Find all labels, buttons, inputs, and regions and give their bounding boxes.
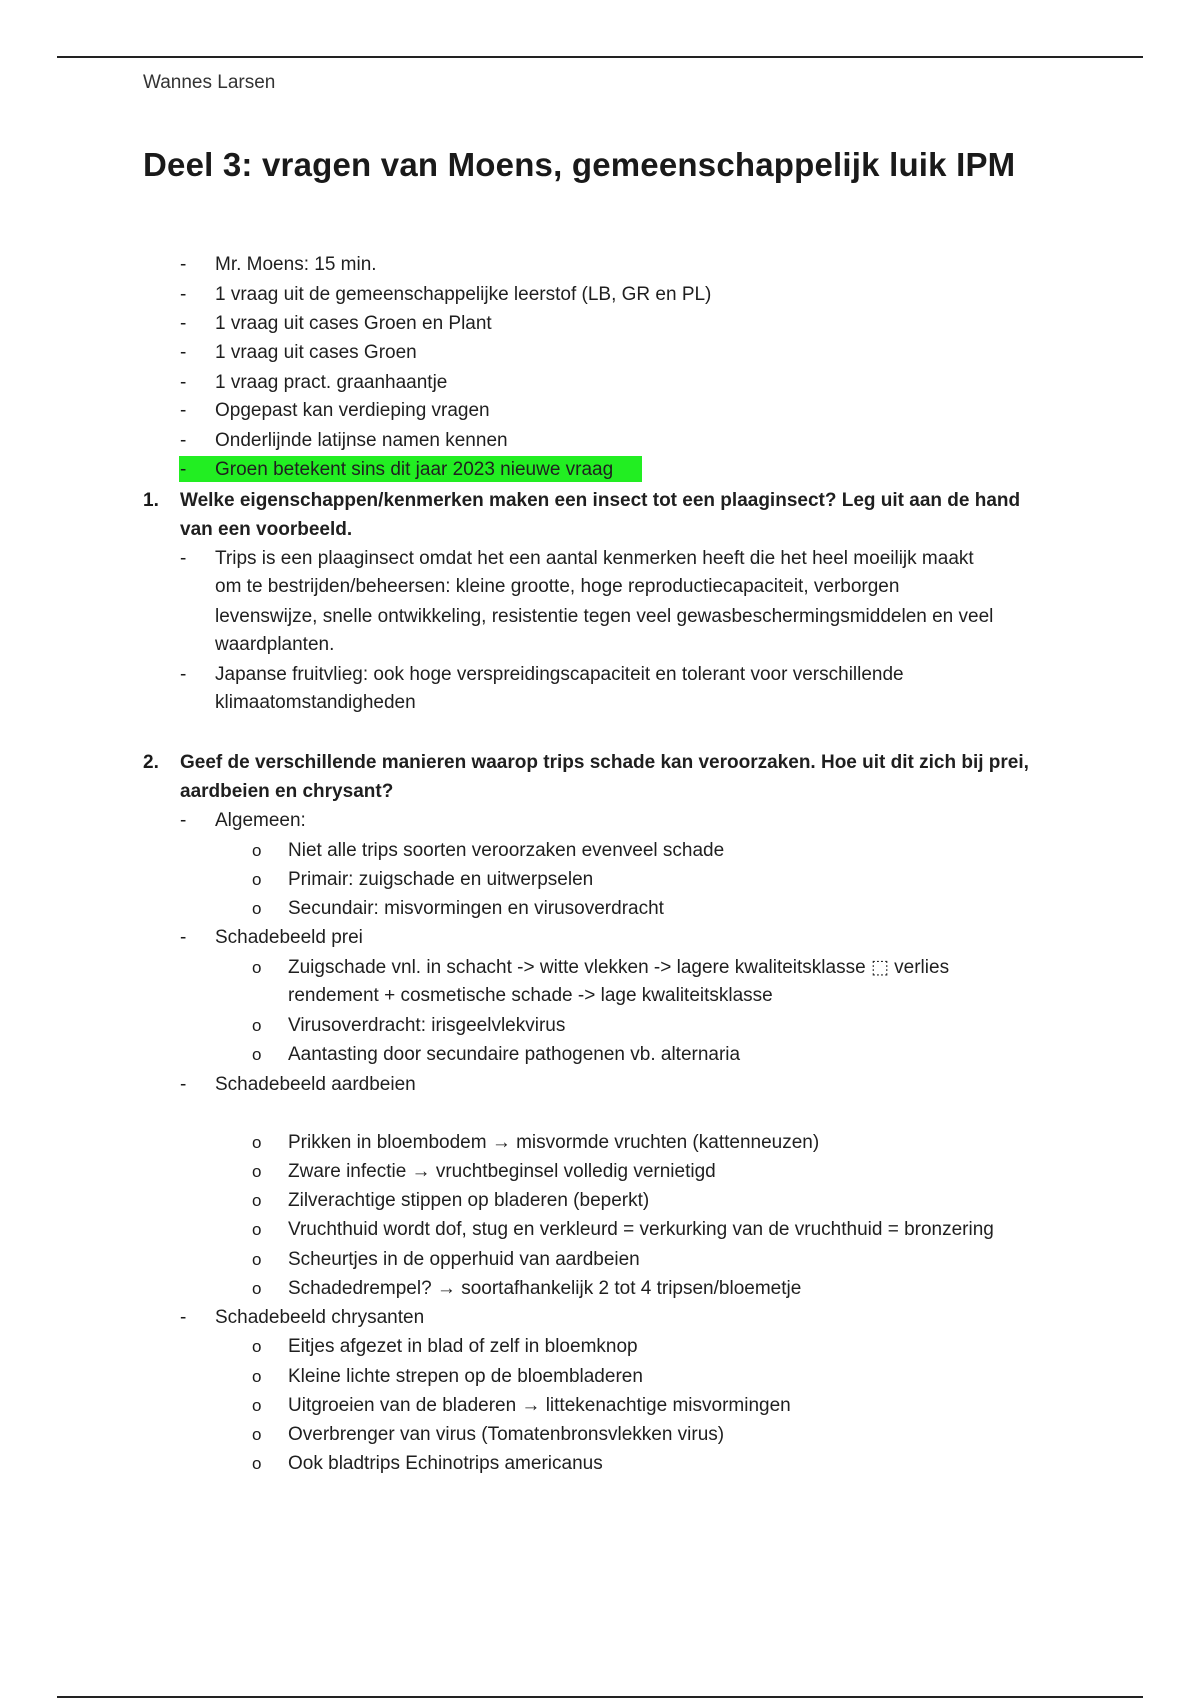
circle-bullet-icon: o <box>252 1220 262 1239</box>
circle-bullet-icon: o <box>252 1396 262 1415</box>
intro-item: 1 vraag pract. graanhaantje <box>215 372 448 393</box>
circle-bullet-icon: o <box>252 899 262 918</box>
sub-item: Overbrenger van virus (Tomatenbronsvlekken virus) <box>288 1424 725 1445</box>
circle-bullet-icon: o <box>252 1425 262 1444</box>
question-number: 2. <box>143 752 159 773</box>
list-dash: - <box>180 400 187 421</box>
circle-bullet-icon: o <box>252 1016 262 1035</box>
list-dash: - <box>180 313 187 334</box>
sub-item: Zware infectie → vruchtbeginsel volledig vernietigd <box>288 1161 716 1182</box>
sub-item-continuation: rendement + cosmetische schade -> lage kwaliteitsklasse <box>288 985 773 1006</box>
section-heading: Algemeen: <box>215 810 306 831</box>
header-rule <box>57 56 1143 58</box>
author-name: Wannes Larsen <box>143 72 276 93</box>
answer-line: om te bestrijden/beheersen: kleine grootte, hoge reproductiecapaciteit, verborgen <box>215 576 900 597</box>
sub-item: Prikken in bloembodem → misvormde vruchten (kattenneuzen) <box>288 1132 820 1153</box>
sub-item: Zuigschade vnl. in schacht -> witte vlekken -> lagere kwaliteitsklasse ⬚ verlies <box>288 957 950 978</box>
sub-item: Vruchthuid wordt dof, stug en verkleurd = verkurking van de vruchthuid = bronzering <box>288 1219 994 1240</box>
sub-item: Eitjes afgezet in blad of zelf in bloemknop <box>288 1336 638 1357</box>
list-dash: - <box>180 284 187 305</box>
intro-item: Onderlijnde latijnse namen kennen <box>215 430 508 451</box>
sub-item: Secundair: misvormingen en virusoverdracht <box>288 898 664 919</box>
list-dash: - <box>180 1074 187 1095</box>
sub-item: Schadedrempel? → soortafhankelijk 2 tot 4 tripsen/bloemetje <box>288 1278 802 1299</box>
circle-bullet-icon: o <box>252 1454 262 1473</box>
answer-line: levenswijze, snelle ontwikkeling, resistentie tegen veel gewasbeschermingsmiddelen en veel <box>215 606 994 627</box>
list-dash: - <box>180 459 187 480</box>
question-2-text: Geef de verschillende manieren waarop trips schade kan veroorzaken. Hoe uit dit zich bij prei, <box>180 752 1029 773</box>
intro-item: 1 vraag uit cases Groen <box>215 342 417 363</box>
answer-line: Japanse fruitvlieg: ook hoge verspreidingscapaciteit en tolerant voor verschillende <box>215 664 904 685</box>
question-2-text: aardbeien en chrysant? <box>180 781 394 802</box>
list-dash: - <box>180 810 187 831</box>
circle-bullet-icon: o <box>252 1337 262 1356</box>
list-dash: - <box>180 430 187 451</box>
intro-item: Mr. Moens: 15 min. <box>215 254 377 275</box>
sub-item: Zilverachtige stippen op bladeren (beperkt) <box>288 1190 650 1211</box>
intro-item: Opgepast kan verdieping vragen <box>215 400 490 421</box>
sub-item: Ook bladtrips Echinotrips americanus <box>288 1453 603 1474</box>
list-dash: - <box>180 548 187 569</box>
circle-bullet-icon: o <box>252 1250 262 1269</box>
sub-item: Scheurtjes in de opperhuid van aardbeien <box>288 1249 640 1270</box>
section-heading: Schadebeeld prei <box>215 927 363 948</box>
circle-bullet-icon: o <box>252 1045 262 1064</box>
answer-line: klimaatomstandigheden <box>215 692 416 713</box>
list-dash: - <box>180 927 187 948</box>
footer-rule <box>57 1696 1143 1698</box>
section-heading: Schadebeeld aardbeien <box>215 1074 416 1095</box>
list-dash: - <box>180 1307 187 1328</box>
sub-item: Kleine lichte strepen op de bloembladeren <box>288 1366 643 1387</box>
list-dash: - <box>180 254 187 275</box>
question-1-text: van een voorbeeld. <box>180 519 353 540</box>
intro-item-highlighted: Groen betekent sins dit jaar 2023 nieuwe vraag <box>215 459 614 480</box>
sub-item: Primair: zuigschade en uitwerpselen <box>288 869 594 890</box>
circle-bullet-icon: o <box>252 1133 262 1152</box>
circle-bullet-icon: o <box>252 841 262 860</box>
circle-bullet-icon: o <box>252 1367 262 1386</box>
sub-item: Uitgroeien van de bladeren → littekenachtige misvormingen <box>288 1395 791 1416</box>
sub-item: Niet alle trips soorten veroorzaken evenveel schade <box>288 840 725 861</box>
circle-bullet-icon: o <box>252 958 262 977</box>
circle-bullet-icon: o <box>252 1279 262 1298</box>
question-number: 1. <box>143 490 159 511</box>
intro-item: 1 vraag uit de gemeenschappelijke leerstof (LB, GR en PL) <box>215 284 712 305</box>
sub-item: Aantasting door secundaire pathogenen vb. alternaria <box>288 1044 741 1065</box>
answer-line: waardplanten. <box>215 634 335 655</box>
circle-bullet-icon: o <box>252 1191 262 1210</box>
section-heading: Schadebeeld chrysanten <box>215 1307 425 1328</box>
sub-item: Virusoverdracht: irisgeelvlekvirus <box>288 1015 566 1036</box>
page-title: Deel 3: vragen van Moens, gemeenschappelijk luik IPM <box>143 146 1016 183</box>
answer-line: Trips is een plaaginsect omdat het een aantal kenmerken heeft die het heel moeilijk maakt <box>215 548 974 569</box>
intro-item: 1 vraag uit cases Groen en Plant <box>215 313 492 334</box>
list-dash: - <box>180 372 187 393</box>
circle-bullet-icon: o <box>252 870 262 889</box>
list-dash: - <box>180 664 187 685</box>
question-1-text: Welke eigenschappen/kenmerken maken een insect tot een plaaginsect? Leg uit aan de hand <box>180 490 1021 511</box>
circle-bullet-icon: o <box>252 1162 262 1181</box>
list-dash: - <box>180 342 187 363</box>
